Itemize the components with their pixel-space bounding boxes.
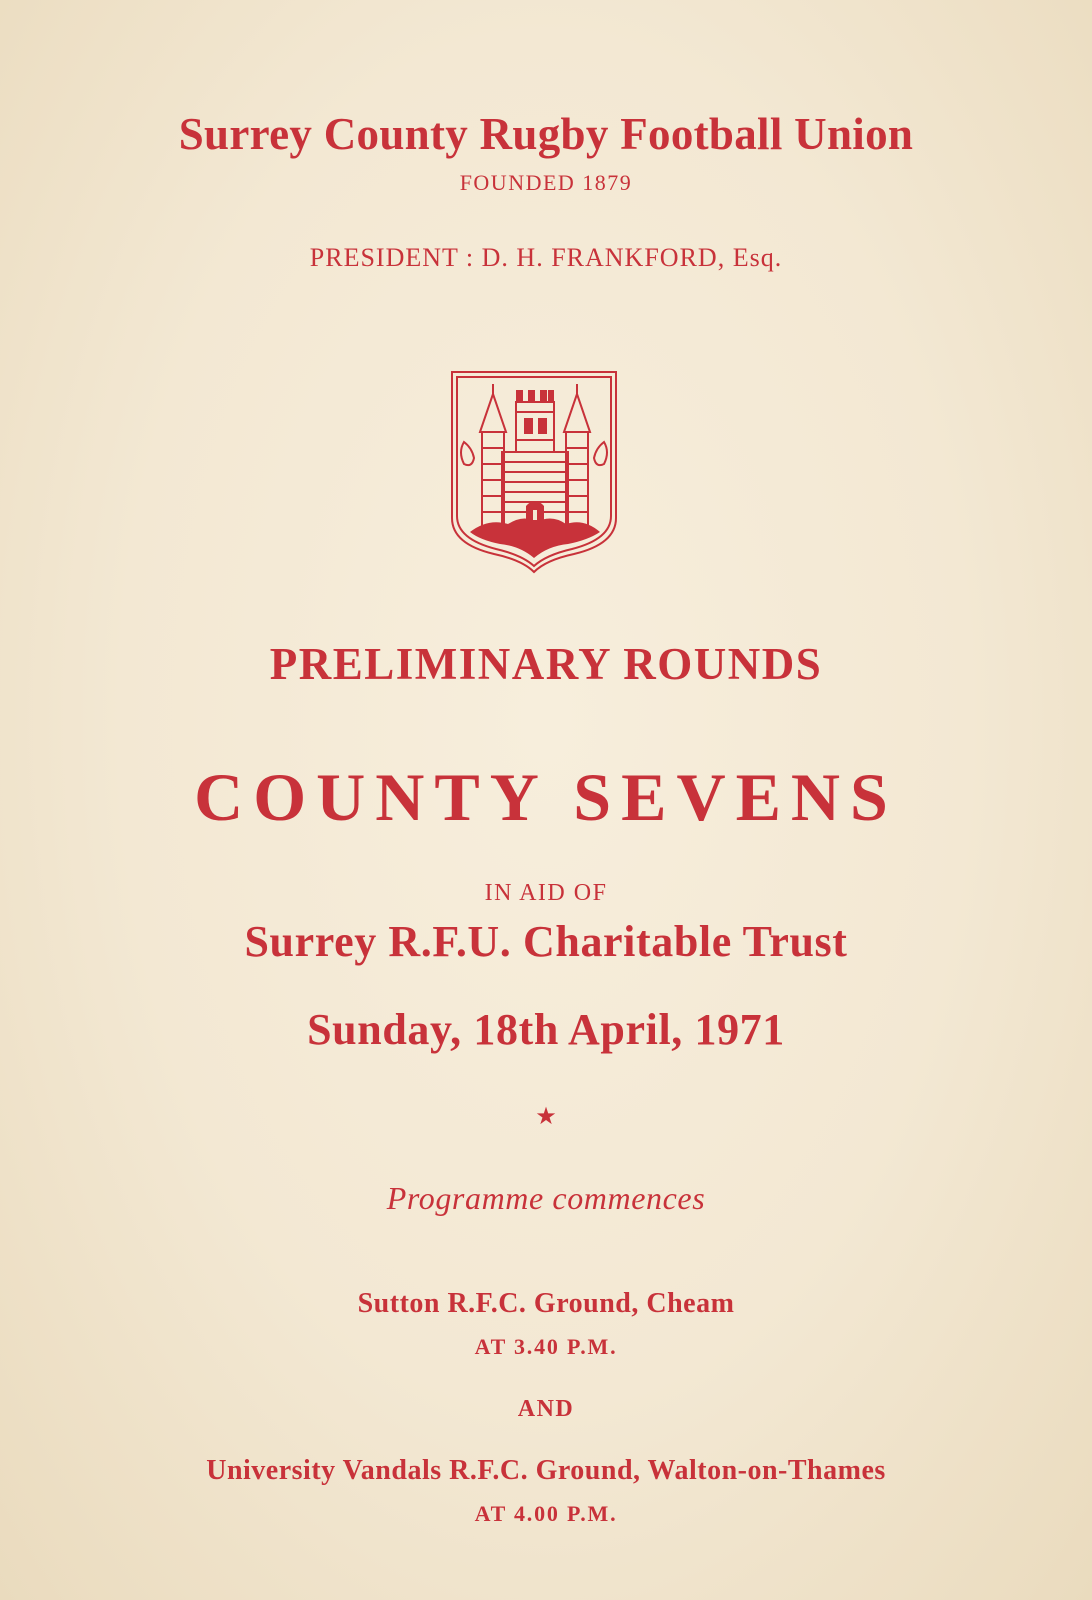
venue-1-time: AT 3.40 P.M. — [474, 1334, 618, 1359]
charity-name: Surrey R.F.U. Charitable Trust — [244, 917, 848, 966]
programme-commences-label: Programme commences — [386, 1180, 706, 1216]
event-title: COUNTY SEVENS — [194, 759, 898, 835]
in-aid-of-label: IN AID OF — [484, 880, 608, 906]
star-divider-icon: ★ — [535, 1102, 557, 1130]
venue-1: Sutton R.F.C. Ground, Cheam — [357, 1288, 735, 1319]
founded-year: FOUNDED 1879 — [459, 170, 633, 195]
president-line: PRESIDENT : D. H. FRANKFORD, Esq. — [309, 243, 783, 272]
union-title: Surrey County Rugby Football Union — [178, 109, 914, 159]
preliminary-rounds-heading: PRELIMINARY ROUNDS — [269, 639, 823, 689]
event-date: Sunday, 18th April, 1971 — [307, 1005, 785, 1054]
venue-2-time: AT 4.00 P.M. — [474, 1501, 618, 1526]
venue-2: University Vandals R.F.C. Ground, Walton-on-Thames — [206, 1455, 886, 1486]
and-conjunction: AND — [517, 1396, 575, 1422]
castle-coat-of-arms-icon — [448, 368, 620, 574]
